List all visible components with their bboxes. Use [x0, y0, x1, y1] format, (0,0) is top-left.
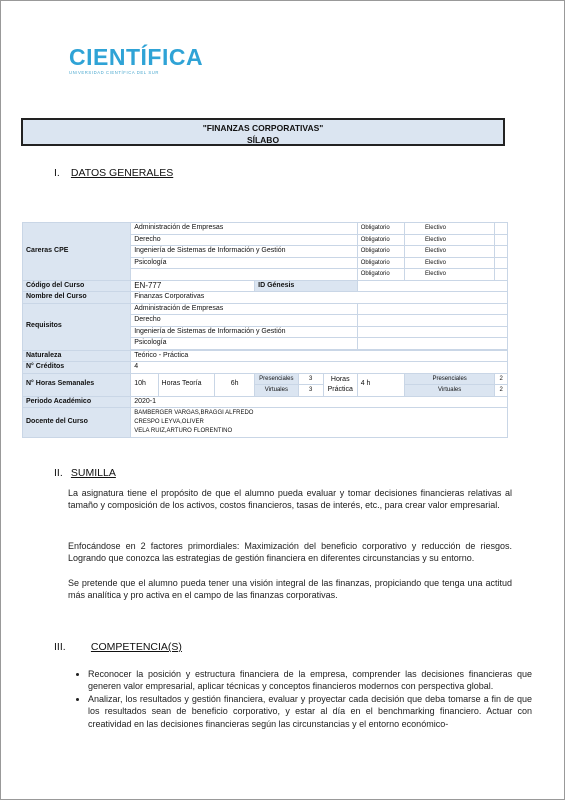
- horas-value: 10h: [131, 373, 158, 396]
- section-title: COMPETENCIA(S): [90, 641, 182, 653]
- logo-wordmark: CIENTÍFICA: [69, 44, 204, 70]
- docente-name: BAMBERGER VARGAS,BRAGGI ALFREDO: [134, 410, 254, 416]
- teoria-virtuales-value: 3: [298, 385, 323, 397]
- periodo-value: 2020-1: [131, 396, 508, 408]
- practica-value: 4 h: [357, 373, 404, 396]
- teoria-presenciales-value: 3: [298, 373, 323, 385]
- genesis-label: ID Génesis: [255, 280, 358, 292]
- course-title: "FINANZAS CORPORATIVAS": [202, 123, 324, 133]
- section-heading-sumilla: [54, 467, 116, 479]
- section-heading-competencias: [54, 641, 182, 653]
- carrera-alt: Electivo: [404, 223, 494, 235]
- codigo-label: Código del Curso: [23, 280, 131, 292]
- carrera-tipo: Obligatorio: [357, 234, 404, 246]
- carrera-name: Derecho: [131, 234, 358, 246]
- requisito-item: Psicología: [131, 338, 358, 350]
- carrera-name: Administración de Empresas: [131, 223, 358, 235]
- practica-presenciales-label: Presenciales: [404, 373, 494, 385]
- practica-virtuales-value: 2: [495, 385, 508, 397]
- creditos-label: N° Créditos: [23, 362, 131, 374]
- carrera-alt: Electivo: [404, 246, 494, 258]
- naturaleza-value: Teórico - Práctica: [131, 350, 508, 362]
- practica-label-line2: Práctica: [327, 385, 353, 393]
- sumilla-paragraph: La asignatura tiene el propósito de que el alumno pueda evaluar y tomar decisiones financieras relativas al tamaño y composición de los activos, costos financieros, tasas de interés, etc., para crear valor empresarial.: [68, 488, 512, 511]
- periodo-label: Periodo Académico: [23, 396, 131, 408]
- table-row: [23, 223, 508, 235]
- practica-presenciales-value: 2: [495, 373, 508, 385]
- university-logo: [69, 44, 204, 75]
- creditos-value: 4: [131, 362, 508, 374]
- table-row: [23, 292, 508, 304]
- docente-list: [131, 408, 508, 438]
- nombre-value: Finanzas Corporativas: [131, 292, 508, 304]
- nombre-label: Nombre del Curso: [23, 292, 131, 304]
- docente-name: CRESPO LEYVA,OLIVER: [134, 419, 204, 425]
- carrera-name: Ingeniería de Sistemas de Información y Gestión: [131, 246, 358, 258]
- section-title: SUMILLA: [70, 467, 116, 479]
- carrera-tipo: Obligatorio: [357, 223, 404, 235]
- section-title: DATOS GENERALES: [70, 167, 174, 179]
- teoria-virtuales-label: Virtuales: [255, 385, 298, 397]
- sumilla-paragraph: Se pretende que el alumno pueda tener una visión integral de las finanzas, propiciando que tenga una actitud más analítica y pro activa en el campo de las finanzas corporativas.: [68, 578, 512, 601]
- teoria-value: 6h: [215, 373, 255, 396]
- document-type: SÍLABO: [246, 135, 280, 145]
- table-row: [23, 373, 508, 385]
- carrera-tipo: Obligatorio: [357, 269, 404, 281]
- practica-virtuales-label: Virtuales: [404, 385, 494, 397]
- datos-generales-table: [22, 222, 508, 438]
- table-row: [23, 408, 508, 438]
- table-row: [23, 350, 508, 362]
- requisito-item: Ingeniería de Sistemas de Información y Gestión: [131, 326, 358, 338]
- docente-name: VELA RUIZ,ARTURO FLORENTINO: [134, 428, 233, 434]
- section-number: II.: [54, 467, 63, 479]
- requisito-item: Derecho: [131, 315, 358, 327]
- table-row: [23, 303, 508, 315]
- carrera-alt: Electivo: [404, 234, 494, 246]
- table-row: [23, 362, 508, 374]
- sumilla-paragraph: Enfocándose en 2 factores primordiales: Maximización del beneficio corporativo y reducción de riesgos. Logrando que conozca las estrategias de gestión financiera en diferentes circunstancias y su entorno.: [68, 541, 512, 564]
- table-row: [23, 280, 508, 292]
- requisito-item: Administración de Empresas: [131, 303, 358, 315]
- list-item: • Reconocer la posición y estructura financiera de la empresa, comprender las decisiones financieras que generen valor empresarial, aplicar técnicas y conceptos financieros modernos con perspectiva global.: [88, 668, 532, 693]
- carrera-alt: Electivo: [404, 269, 494, 281]
- carrera-name: [131, 269, 358, 281]
- carrera-tipo: Obligatorio: [357, 246, 404, 258]
- list-item: • Analizar, los resultados y gestión financiera, evaluar y proyectar cada decisión que deba tomarse a fin de que los resultados sean de beneficio corporativo, y estar al día en el benchmarking financiero. Actuar con creatividad en las decisiones financieras según las circunstancias y el entorno económico-: [88, 693, 532, 730]
- syllabus-title-box: [21, 118, 505, 146]
- practica-label-line1: Horas: [330, 375, 350, 383]
- carrera-name: Psicología: [131, 257, 358, 269]
- docente-label: Docente del Curso: [23, 408, 131, 438]
- logo-tagline: UNIVERSIDAD CIENTÍFICA DEL SUR: [69, 70, 159, 75]
- codigo-value: EN-777: [131, 280, 255, 292]
- section-heading-datos: [54, 167, 173, 179]
- carrera-tipo: Obligatorio: [357, 257, 404, 269]
- practica-label: [323, 373, 357, 396]
- table-row: [23, 396, 508, 408]
- section-number: III.: [54, 641, 66, 653]
- carrera-alt: Electivo: [404, 257, 494, 269]
- competencias-list: [71, 668, 532, 730]
- horas-label: N° Horas Semanales: [23, 373, 131, 396]
- section-number: I.: [54, 167, 60, 179]
- requisitos-label: Requisitos: [23, 303, 131, 350]
- teoria-presenciales-label: Presenciales: [255, 373, 298, 385]
- naturaleza-label: Naturaleza: [23, 350, 131, 362]
- carreras-label: Careras CPE: [23, 223, 131, 281]
- teoria-label: Horas Teoría: [158, 373, 215, 396]
